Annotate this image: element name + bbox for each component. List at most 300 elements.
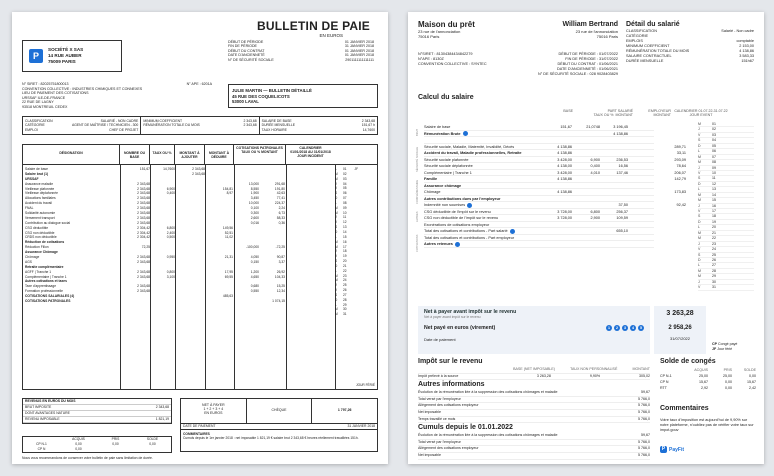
cell-label (424, 144, 544, 150)
cell-d: Allocations familiales (25, 196, 56, 201)
kv-label: CLASSIFICATION (25, 119, 53, 123)
day-number: 08 (343, 200, 347, 205)
infos-value: 5 766,0 (638, 396, 650, 401)
calendar-title: CALENDRIER (299, 146, 322, 150)
cumul-value: 5 766,0 (638, 439, 650, 444)
cell-d: AGS (25, 259, 32, 264)
meta-right: DÉBUT DE PÉRIODE : 01/07/2022 (558, 52, 618, 56)
cell-m2: 104,33 (274, 274, 285, 279)
pay-date-label: Date de paiement (424, 337, 456, 342)
weekday: V (335, 220, 338, 225)
detail-label: CATÉGORIE (626, 34, 649, 38)
company-block (22, 40, 122, 72)
leave-row (660, 385, 756, 391)
cell-rate: 2,900 (590, 216, 600, 220)
kv-value: SALARIÉ - NON CADRE (100, 119, 139, 123)
header-amount: MONTANT (615, 113, 633, 117)
cell-base: 3 428,00 (557, 170, 572, 175)
cell-rate (572, 131, 600, 137)
infos-label: Total versé par l'employeur (418, 396, 461, 401)
infos-row (418, 390, 650, 397)
infos-label: Évolution de la rémunération liée à la suppression des cotisations chômages et maladie (418, 390, 558, 395)
cell-t: 2,400 (166, 230, 175, 235)
cell-n: 2 304,42 (137, 235, 150, 240)
cell-rate: 21,0748 (586, 125, 600, 129)
cell-n: 2 304,42 (137, 230, 150, 235)
cell-label (424, 241, 544, 247)
cp-label: CP (712, 342, 717, 346)
day-number: 20 (712, 225, 716, 230)
kv-value: 2 343,68 (243, 119, 257, 123)
detail-value: Salarié - Non cadre (721, 29, 754, 33)
weekday: D (698, 143, 701, 148)
income-label: DONT AVANTAGES NATURE (25, 411, 70, 415)
kv-row (25, 128, 138, 132)
header-designation: DÉSIGNATION (23, 145, 120, 165)
employee-name: William Bertrand (562, 21, 618, 28)
day-number: 17 (712, 209, 716, 213)
cell-rate (572, 137, 600, 143)
day-number: 01 (712, 122, 716, 126)
payslip-meta (418, 52, 618, 77)
net-currency: EN EUROS (204, 411, 223, 415)
cell-m2: 3,37 (278, 259, 285, 264)
employee-detail (626, 20, 754, 64)
cell-d: Vieillesse déplafonnée (25, 191, 58, 196)
cell-label (424, 163, 544, 169)
cell-n: 72,25 (141, 245, 150, 250)
meta-right: DÉBUT DU CONTRAT : 01/06/2021 (557, 62, 618, 66)
leave-cell: 0,00 (749, 374, 756, 378)
leave-cell: 0,00 (112, 442, 119, 446)
weekday: V (698, 132, 701, 137)
infos-row (418, 410, 650, 417)
info-line: 22 RUE DE LAGNY (22, 100, 54, 105)
kv-value: 2 343,68 (243, 123, 257, 128)
cell-amount (600, 144, 628, 150)
row-label-text: Chômage (424, 190, 441, 194)
cell-t: 0,500 (166, 235, 175, 240)
cell-rate (572, 150, 600, 156)
leave-cell (134, 447, 171, 452)
infos-value: 59,67 (641, 390, 650, 395)
header-employer (234, 145, 286, 165)
row-label-text: Sécurité sociale, Maladie, Maternité, Invalidité, Décès (424, 144, 515, 149)
cell-rate (572, 196, 600, 202)
weekday: J (698, 203, 700, 208)
net-pay-band (418, 306, 650, 354)
period-value: 01 JANVIER 2018 (344, 48, 374, 53)
cell-base: 4 138,86 (557, 144, 572, 149)
infos-label: Temps travaillé ce mois (418, 416, 456, 421)
row-label-text: Sécurité sociale déplafonnée (424, 164, 473, 168)
day-number: 26 (343, 288, 347, 293)
payment-method: CHÈQUE (247, 399, 313, 423)
cell-n: 2 343,68 (137, 186, 150, 191)
cell-s: 52,51 (224, 230, 233, 235)
infos-row (418, 397, 650, 404)
cell-label (424, 209, 544, 215)
cell-d: Réduction de cotisations (25, 240, 65, 245)
cell-employer: 289,71 (674, 144, 686, 149)
cell-t: 14,7600 (163, 167, 175, 171)
weekday: J (335, 249, 337, 254)
cell-m2: 26,92 (276, 269, 285, 274)
detail-value: 2 153,00 (739, 44, 754, 48)
side-label-brut: BRUT (416, 128, 419, 136)
pay-date-value: 31/07/2022 (669, 336, 691, 341)
cell-amount: 37,50 (618, 203, 628, 207)
cell-d: Salaire brut (1) (25, 171, 49, 176)
meta-left: N°SIRET : 81304384434842279 (418, 52, 473, 56)
calendar-column (698, 122, 754, 291)
salary-rows (424, 124, 654, 248)
cell-t: 6,800 (166, 225, 175, 230)
cell-t2: 1,900 (250, 191, 259, 196)
day-number: 28 (712, 268, 716, 273)
employer-name: Maison du prêt (418, 20, 475, 29)
cell-amount (600, 241, 628, 247)
cell-rate (572, 176, 600, 182)
cell-base (544, 202, 572, 208)
leave-cell: 0,00 (75, 442, 82, 446)
cell-base (544, 222, 572, 228)
cell-d: Taxe d'apprentissage (25, 284, 57, 289)
cell-rate (572, 144, 600, 150)
day-number: 16 (343, 239, 347, 244)
row-label-text: Rémunération Brute (424, 131, 461, 136)
calendar-range: 01/01/2018 AU 31/01/2018 (290, 150, 331, 154)
cell-s: 8,97 (226, 191, 233, 196)
cell-d: Salaire de base (25, 167, 48, 171)
day-number: 05 (712, 143, 716, 148)
cell-rate: 4,010 (590, 170, 600, 175)
cell-base (544, 241, 572, 247)
cumul-value: 59,67 (641, 433, 650, 438)
day-number: 06 (712, 149, 716, 154)
leave-header-cell: ACQUIS (72, 437, 85, 441)
leave-header-cell: PRIS (111, 437, 120, 441)
day-number: 31 (343, 312, 347, 317)
cell-employer: 78,64 (676, 164, 686, 168)
employer-street: 23 rue de l'annonciation (418, 29, 461, 34)
cell-n: 151,67 (139, 167, 150, 171)
employee-name: JULIE MARTIN — BULLETIN DÉTAILLÉ (232, 88, 312, 93)
company-logo-icon: P (29, 49, 43, 63)
day-number: 16 (712, 203, 716, 208)
day-number: 23 (712, 241, 716, 246)
weekday: J (335, 283, 337, 288)
cumul-label: Allègement des cotisations employeur (418, 446, 479, 451)
cell-base (544, 183, 572, 189)
cell-t2: 0,300 (250, 211, 259, 216)
meta-left: N°APE : 8130Z (418, 57, 444, 61)
detail-label: DURÉE MENSUELLE (626, 59, 664, 63)
net-pay-box (180, 398, 378, 424)
weekday: J (698, 165, 700, 170)
tax-header-amount: MONTANT (632, 367, 650, 371)
jf-value: Jour férié (717, 347, 733, 351)
header-employer-rate: TAUX OU % (241, 150, 261, 154)
cell-s: 21,31 (224, 255, 233, 260)
cell-amount: 109,59 (616, 216, 628, 220)
cell-t2 (233, 299, 259, 304)
weekday: J (698, 127, 700, 132)
weekday: D (698, 219, 701, 224)
row-label-text: Indemnité non soumises (424, 203, 466, 207)
row-label-text: Complémentaire | Tranche 1 (424, 170, 472, 175)
cell-employer: 92,42 (676, 203, 686, 207)
cell-base: 3 728,00 (557, 216, 572, 220)
cell-s: 154,81 (222, 186, 233, 191)
employee-city: 53000 LAVAL (232, 99, 259, 105)
cumul-label: Net imposable (418, 452, 441, 457)
payfit-brand (660, 446, 684, 453)
leave-row (23, 447, 171, 452)
weekday: V (698, 170, 701, 175)
day-number: 01 (343, 167, 347, 171)
cell-n (120, 299, 150, 304)
row-label-text: CSG non déductible de l'impôt sur le revenu (424, 216, 499, 220)
cumul-title: Cumuls depuis le 01.01.2022 (418, 424, 513, 432)
cell-m2: 291,68 (274, 181, 285, 186)
cell-d: Assurance maladie (25, 181, 54, 186)
day-number: 22 (712, 236, 716, 241)
pay-date-row (424, 337, 644, 342)
cell-label (424, 150, 544, 156)
header-deduct: MONTANT À DÉDUIRE (205, 145, 234, 165)
cumul-row (418, 440, 650, 447)
weekday: S (698, 214, 701, 219)
weekday: M (335, 210, 338, 215)
cell-label (424, 228, 544, 234)
salary-row (424, 241, 654, 248)
day-number: 22 (343, 268, 347, 273)
cumul-row (418, 453, 650, 460)
day-number: 06 (343, 191, 347, 196)
leave-cell: 0,00 (725, 380, 732, 384)
cell-s (205, 299, 233, 304)
cell-t2: 8,550 (250, 186, 259, 191)
cell-d: Formation professionnelle (25, 289, 63, 294)
info-line: LIEU DE PAIEMENT DES COTISATIONS (22, 91, 89, 96)
cell-amount (600, 183, 628, 189)
cell-amount: 655,10 (616, 229, 628, 233)
table-row (25, 299, 335, 304)
row-label-text: Autres contributions dues par l'employeur (424, 196, 501, 201)
infos-label: Net imposable (418, 409, 441, 414)
calendar-legend (712, 342, 737, 352)
leave-cell: CP N (37, 447, 46, 451)
day-number: 03 (343, 176, 347, 181)
cell-t2: -100,000 (245, 245, 259, 250)
comments-title: COMMENTAIRES (183, 432, 210, 436)
day-number: 13 (343, 225, 347, 230)
header-employee-part-label: PART SALARIÉ (607, 109, 633, 113)
leave-cell: 25,00 (723, 374, 732, 378)
weekday: S (698, 252, 701, 257)
siret: N° SIRET : 82025751800013 (22, 82, 69, 86)
cell-t2: 2,600 (250, 215, 259, 220)
net-sub: 1 + 2 + 3 + 4 (203, 407, 224, 411)
cumul-label: Évolution de la rémunération liée à la suppression des cotisations chômages et maladie (418, 433, 558, 438)
payslip-title: BULLETIN DE PAIE (257, 19, 370, 33)
cell-d: CRDS non déductible (25, 235, 57, 240)
header-employer: EMPLOYEUR MONTANT (648, 109, 671, 117)
day-number: 24 (343, 278, 347, 283)
meta-right: DATE D'ANCIENNETÉ : 01/06/2021 (556, 67, 618, 71)
row-label-text: Total des cotisations et contributions - Part employeur (424, 235, 515, 240)
employer-block (418, 20, 475, 39)
detail-label: EMPLOIS (626, 39, 643, 43)
kv-value: 2 343,68 (361, 119, 375, 123)
cell-rate (572, 228, 600, 234)
cell-d: Versement transport (25, 215, 55, 220)
weekday: M (335, 307, 338, 312)
row-label-text: Famille (424, 177, 438, 181)
leave-cell: CP N-1 (36, 442, 47, 446)
meta-left: CONVENTION COLLECTIVE : SYNTEC (418, 62, 487, 66)
cell-rate (572, 202, 600, 208)
kv-value: AGENT DE MAÎTRISE / TECHNICIEN - 300 (71, 123, 139, 128)
side-label-securite: SÉCURITÉ SOCIALE (416, 146, 419, 172)
header-employer-amount: MONTANT (261, 150, 278, 154)
day-number: 30 (712, 279, 716, 284)
comments-text: Votre taux d'imposition est aujourd'hui de 9,90% sur notre plateforme, n'oubliez pas de vérifier votre taux sur impot.gouv (660, 418, 754, 433)
cell-t2: 3,450 (250, 196, 259, 201)
cell-d: COTISATIONS PATRONALES (25, 299, 71, 304)
weekday: V (335, 288, 338, 293)
cell-n: 2 343,68 (137, 259, 150, 264)
detail-label: CLASSIFICATION (626, 29, 657, 33)
leave-cell: 0,00 (149, 442, 156, 446)
cell-d: CSG non déductible (25, 230, 55, 235)
cell-n: 2 343,68 (137, 206, 150, 211)
detail-value: 3 583,33 (739, 54, 754, 58)
cell-t2: 4,650 (250, 274, 259, 279)
cell-t2: 10,000 (248, 201, 259, 206)
income-tax-row (418, 374, 650, 381)
net-paid-row (424, 325, 644, 331)
cell-s: 11,02 (224, 235, 233, 240)
header-employee-part (573, 109, 633, 117)
income-row (23, 417, 171, 423)
day-number: 24 (712, 247, 716, 252)
info-line: CONVENTION COLLECTIVE : INDUSTRIES CHIMIQUES ET CONNEXES (22, 86, 143, 91)
day-number: 19 (712, 219, 716, 224)
row-label-text: Autres retenues (424, 242, 453, 246)
header-rate: TAUX OU % (593, 113, 614, 117)
cell-rate (572, 183, 600, 189)
monthly-income-box (22, 398, 172, 424)
period-value: 01 JANVIER 2018 (344, 53, 374, 58)
day-number: 07 (712, 154, 716, 159)
period-label: DATE D'ANCIENNETÉ (228, 53, 265, 58)
employee-address (228, 84, 378, 108)
weekday: L (335, 302, 337, 307)
weekday: L (698, 263, 700, 268)
day-number: 14 (343, 229, 347, 234)
day-number: 04 (712, 138, 716, 143)
cell-label (424, 176, 544, 182)
cell-m2: 58,33 (276, 215, 285, 220)
header-parties (418, 20, 618, 39)
comments-title: Commentaires (660, 405, 709, 412)
day-number: 26 (712, 257, 716, 262)
infos-value: 5 766,0 (638, 409, 650, 414)
cell-d: Complémentaire | Tranche 1 (25, 274, 67, 279)
calendar-day (335, 312, 375, 317)
cell-m2: -72,25 (275, 245, 285, 250)
period-value: 01 JANVIER 2018 (344, 40, 374, 44)
cell-t2: 13,000 (248, 181, 259, 186)
cell-base: 3 728,00 (557, 209, 572, 214)
weekday: S (335, 191, 338, 196)
income-label: REVENU IMPOSABLE (25, 417, 60, 421)
day-number: 11 (712, 176, 716, 181)
detail-row (626, 59, 754, 64)
info-line: URSSAF ILE-DE-FRANCE (22, 95, 66, 100)
payment-date-value: 31 JANVIER 2018 (347, 424, 375, 428)
cell-amount (600, 235, 628, 241)
detail-value: 151h67 (741, 59, 754, 63)
cell-amount (600, 222, 628, 228)
cell-m2: 6,73 (278, 211, 285, 216)
day-number: 07 (343, 196, 347, 201)
leave-cell: CP N (660, 380, 669, 384)
row-label-text: Sécurité sociale plafonnée (424, 157, 469, 162)
meta-right: FIN DE PÉRIODE : 31/07/2022 (565, 57, 618, 61)
cell-rate: 6,800 (590, 209, 600, 214)
cell-amount (600, 150, 628, 156)
employee-block (562, 20, 618, 39)
step-dot: 5 (640, 326, 642, 330)
period-value: 31 JANVIER 2018 (344, 44, 374, 49)
day-number: 27 (343, 292, 347, 297)
weekday: M (698, 230, 701, 235)
tax-header-rate: TAUX NON PERSONNALISÉ (570, 367, 618, 371)
weekday: D (335, 263, 338, 268)
row-label-text: Exonérations de cotisations employeur (424, 222, 490, 227)
calendar-day: JOUR (297, 154, 307, 158)
incident: JF (354, 167, 359, 171)
income-tax-section (418, 357, 650, 460)
cell-d: Autres cotisations et taxes (25, 279, 67, 284)
kv-value: 151,67 h (361, 123, 375, 128)
weekday: L (698, 149, 700, 154)
cumul-row (418, 446, 650, 453)
day-number: 10 (712, 170, 716, 175)
cell-m2: 15,25 (276, 284, 285, 289)
calendar-column (335, 167, 375, 317)
cell-base (544, 235, 572, 241)
cell-t2: 1,200 (250, 269, 259, 274)
kv-label: SALAIRE DE BASE (261, 119, 292, 123)
weekday: V (335, 254, 338, 259)
weekday: M (335, 244, 338, 249)
income-value: 1 821,19 (155, 417, 169, 421)
day-number: 21 (712, 230, 716, 235)
day-number: 28 (343, 297, 347, 302)
info-dot-icon (455, 242, 460, 247)
day-number: 27 (712, 263, 716, 268)
infos-value: 5 766,0 (638, 416, 650, 421)
period-row (228, 58, 374, 62)
leave-cell: 15,67 (747, 380, 756, 384)
cp-value: Congé payé (718, 342, 738, 346)
calendar-incident: INCIDENT (307, 154, 324, 158)
weekday: V (698, 285, 701, 290)
